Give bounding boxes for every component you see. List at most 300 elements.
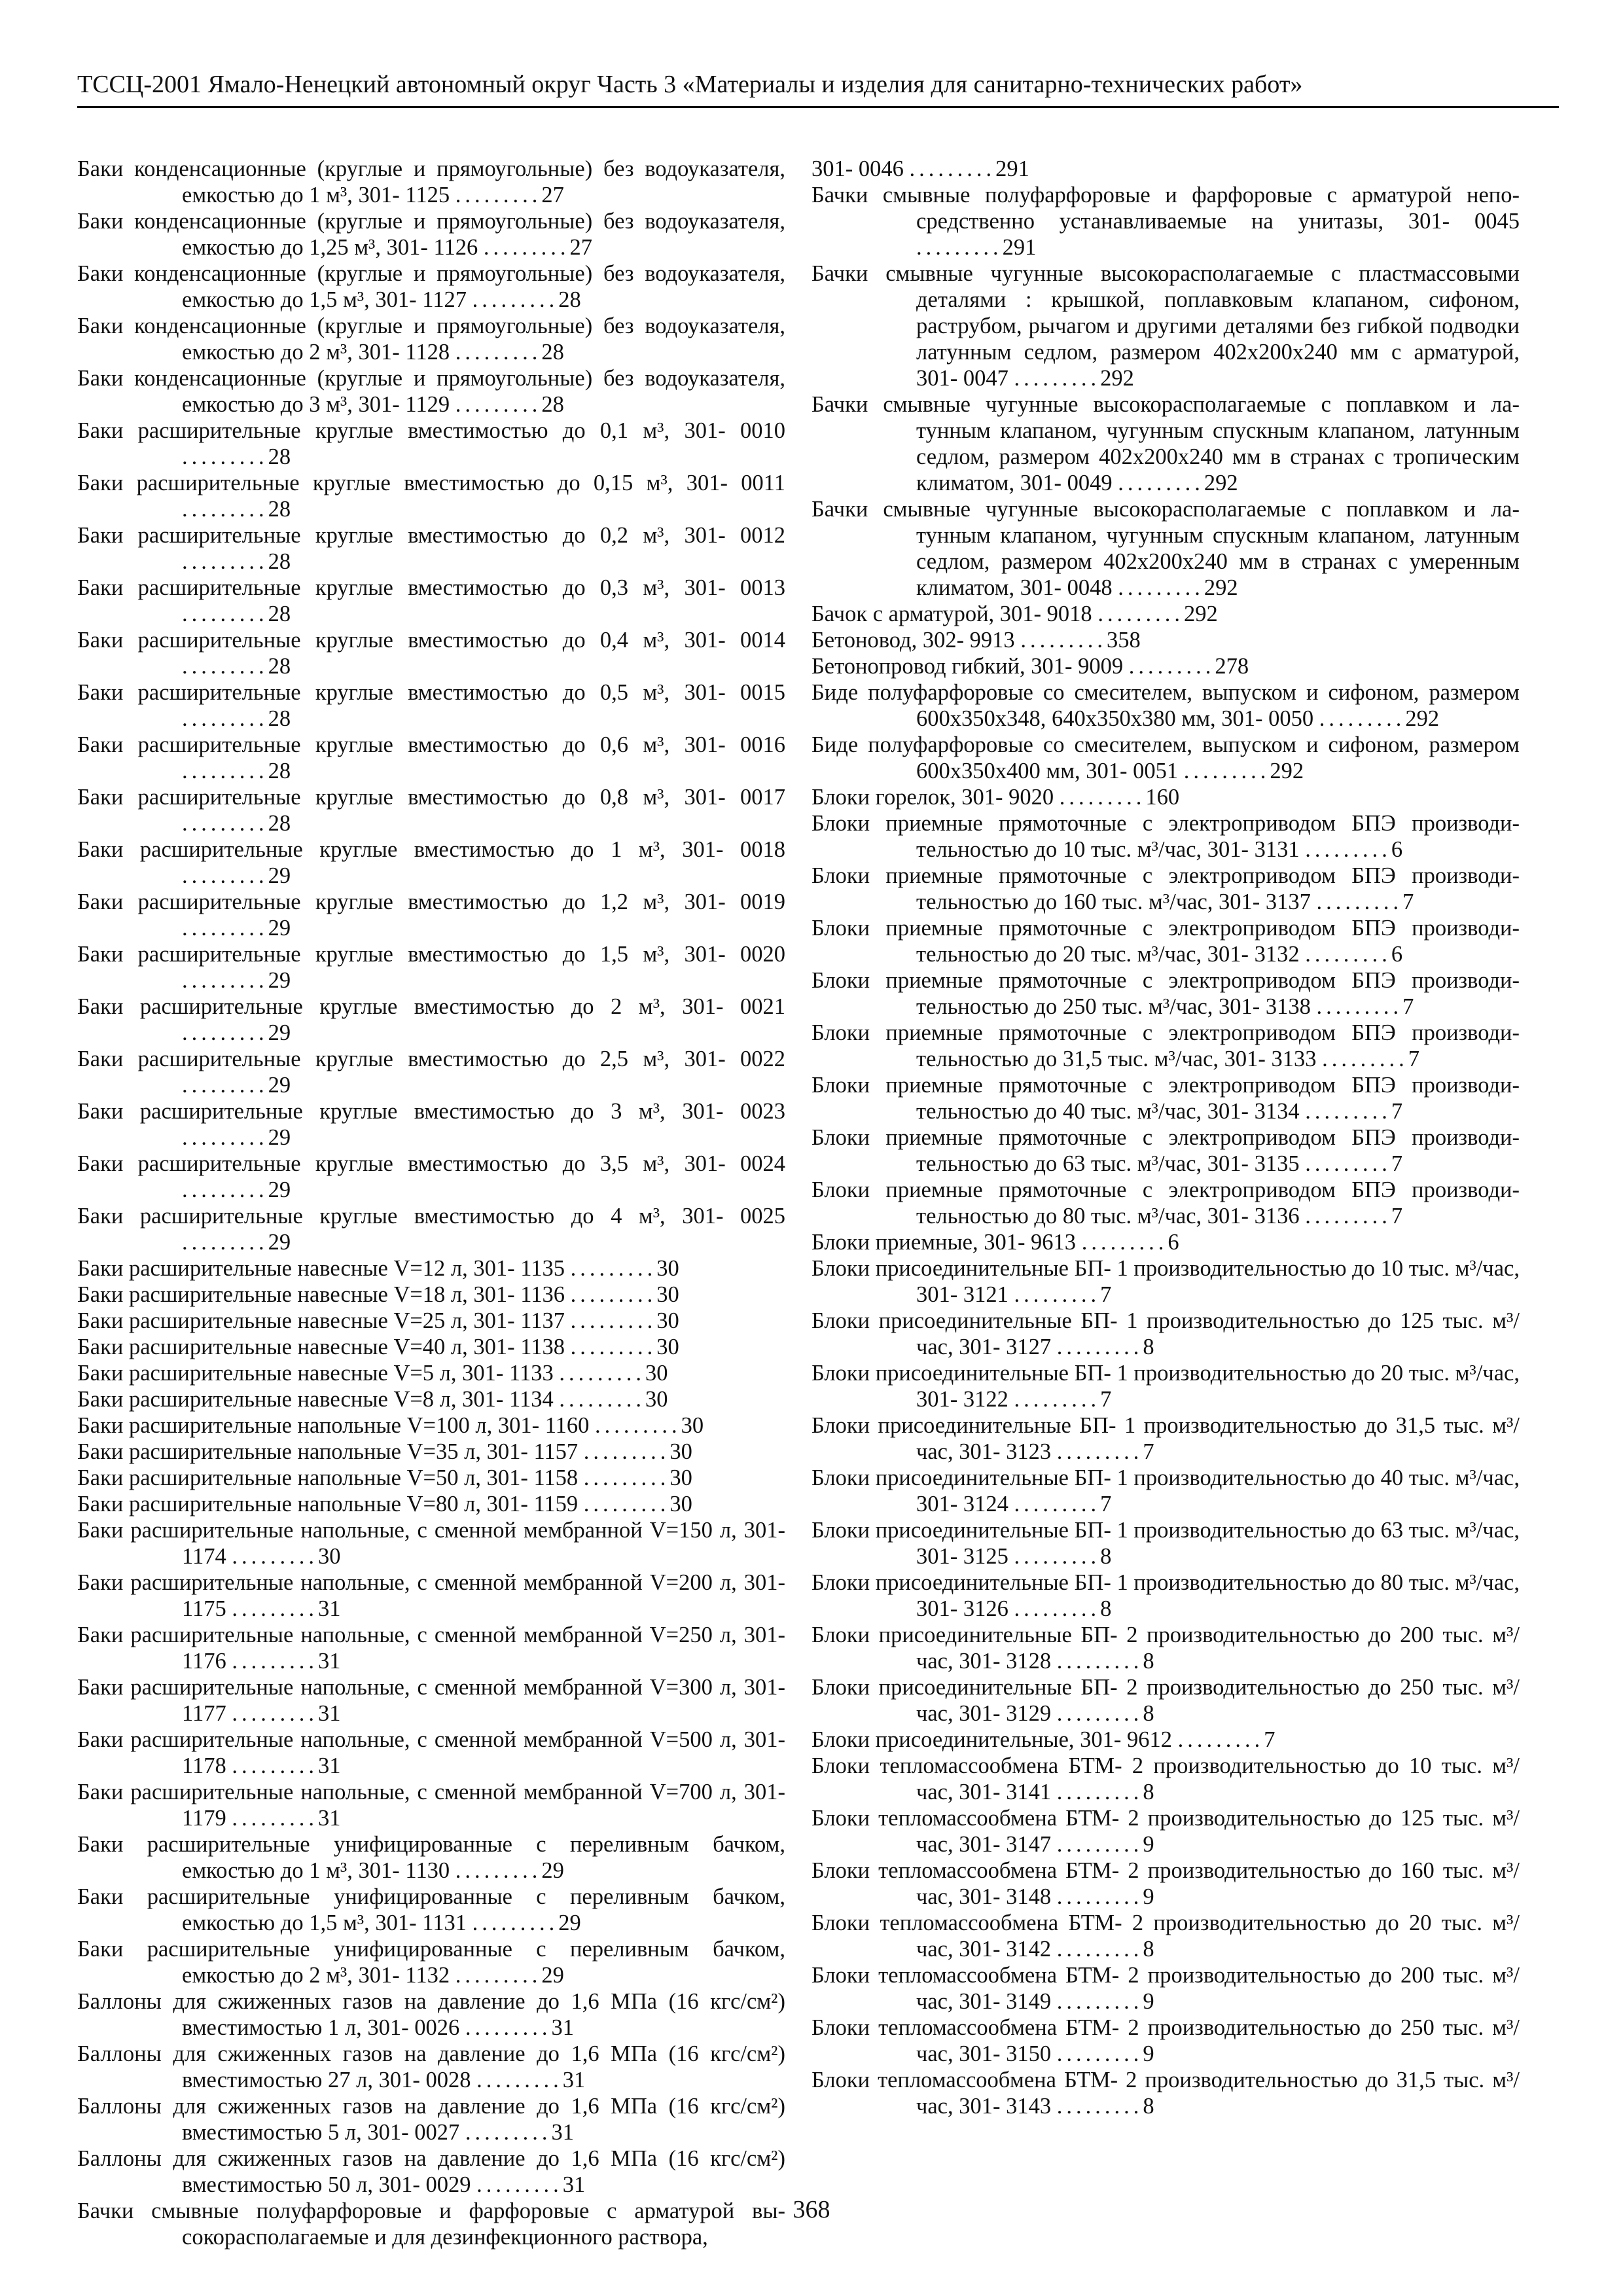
entry-text: Баки расширительные напольные V=80 л, 301- 1159 xyxy=(77,1492,579,1516)
index-entry xyxy=(812,732,1520,784)
entry-page: 28 xyxy=(268,759,291,783)
index-entry xyxy=(812,784,1520,810)
index-entry xyxy=(812,2015,1520,2067)
entry-page: 28 xyxy=(541,340,564,365)
dot-leader: ......... xyxy=(1014,1387,1101,1412)
dot-leader: ......... xyxy=(595,1413,681,1438)
index-entry xyxy=(77,1727,785,1779)
dot-leader: ......... xyxy=(1305,1099,1391,1124)
entry-text: Баки расширительные навесные V=12 л, 301- 1135 xyxy=(77,1256,565,1281)
entry-text: Баки конденсационные (круглые и прямоугольные) без водоуказателя, емкостью до 1,25 м³, 301- 1126 xyxy=(77,209,785,260)
dot-leader: ......... xyxy=(465,2120,552,2145)
entry-text: Блоки присоединительные БП- 1 производительностью до 125 тыс. м³/час, 301- 3127 xyxy=(812,1308,1520,1359)
dot-leader: ......... xyxy=(182,863,268,888)
dot-leader: ......... xyxy=(182,968,268,993)
entry-text: Блоки приемные прямоточные с электроприводом БПЭ производительностью до 80 тыс. м³/час, 301- 3136 xyxy=(812,1177,1520,1229)
index-entry xyxy=(77,365,785,418)
index-entry xyxy=(77,1255,785,1282)
entry-page: 6 xyxy=(1168,1230,1179,1255)
entry-page: 31 xyxy=(562,2172,586,2197)
index-entry xyxy=(77,156,785,208)
dot-leader: ......... xyxy=(1014,1282,1101,1307)
entry-text: Баки расширительные напольные V=50 л, 301- 1158 xyxy=(77,1465,579,1490)
index-entry xyxy=(77,575,785,627)
entry-text: Блоки присоединительные БП- 1 производительностью до 20 тыс. м³/час, 301- 3122 xyxy=(812,1361,1520,1412)
entry-text: Биде полуфарфоровые со смесителем, выпуском и сифоном, размером 600х350х348, 640х350х380 мм, 301- 0050 xyxy=(812,680,1520,731)
dot-leader: ......... xyxy=(1319,706,1406,731)
entry-page: 358 xyxy=(1106,628,1141,653)
index-entry xyxy=(77,1831,785,1884)
dot-leader: ......... xyxy=(182,1125,268,1150)
entry-page: 7 xyxy=(1100,1387,1112,1412)
entry-page: 30 xyxy=(669,1492,692,1516)
entry-page: 28 xyxy=(268,654,291,679)
dot-leader: ......... xyxy=(1177,1727,1264,1752)
index-entry xyxy=(812,1072,1520,1124)
dot-leader: ......... xyxy=(583,1465,670,1490)
index-entry xyxy=(812,967,1520,1020)
index-entry xyxy=(77,1988,785,2041)
entry-text: Баки конденсационные (круглые и прямоугольные) без водоуказателя, емкостью до 3 м³, 301- 1129 xyxy=(77,366,785,417)
dot-leader: ......... xyxy=(570,1256,657,1281)
index-entry xyxy=(812,1177,1520,1229)
dot-leader: ......... xyxy=(182,706,268,731)
entry-page: 31 xyxy=(317,1753,341,1778)
index-entry xyxy=(77,1439,785,1465)
entry-text: Баллоны для сжиженных газов на давление до 1,6 МПа (16 кгс/см²) вместимостью 1 л, 301- 0026 xyxy=(77,1989,785,2040)
index-entry xyxy=(77,1046,785,1098)
header-title: ТССЦ-2001 Ямало-Ненецкий автономный округ Часть 3 «Материалы и изделия для санитарно-технических работ» xyxy=(77,71,1303,98)
dot-leader: ......... xyxy=(1014,1596,1101,1621)
index-entry xyxy=(77,784,785,836)
index-entry xyxy=(77,1570,785,1622)
entry-text: Баки расширительные круглые вместимостью до 0,3 м³, 301- 0013 xyxy=(77,575,785,600)
index-entry xyxy=(77,1517,785,1570)
entry-page: 28 xyxy=(541,392,564,417)
entry-page: 29 xyxy=(268,916,291,941)
entry-text: Баки конденсационные (круглые и прямоугольные) без водоуказателя, емкостью до 2 м³, 301- 1128 xyxy=(77,314,785,365)
entry-page: 31 xyxy=(551,2015,574,2040)
entry-page: 291 xyxy=(995,156,1029,181)
entry-text: Бачки смывные чугунные высокорасполагаемые с поплавком и латунным клапаном, чугунным спускным клапаном, латунным седлом, размером 402х200х240 мм в странах с умеренным климатом, 301- 0048 xyxy=(812,497,1520,600)
entry-text: Блоки тепломассообмена БТМ- 2 производительностью до 200 тыс. м³/час, 301- 3149 xyxy=(812,1963,1520,2014)
entry-text: Баки расширительные напольные V=35 л, 301- 1157 xyxy=(77,1439,579,1464)
index-entry xyxy=(812,1124,1520,1177)
entry-page: 28 xyxy=(268,444,291,469)
entry-text: Бачок с арматурой, 301- 9018 xyxy=(812,601,1092,626)
entry-page: 31 xyxy=(317,1649,341,1674)
dot-leader: ......... xyxy=(570,1335,657,1359)
entry-text: Биде полуфарфоровые со смесителем, выпуском и сифоном, размером 600х350х400 мм, 301- 0051 xyxy=(812,732,1520,783)
entry-text: Баки расширительные навесные V=18 л, 301- 1136 xyxy=(77,1282,565,1307)
entry-page: 30 xyxy=(645,1361,668,1386)
index-entry xyxy=(812,1255,1520,1308)
entry-page: 8 xyxy=(1143,1780,1154,1804)
dot-leader: ......... xyxy=(1056,2041,1143,2066)
index-entry xyxy=(812,627,1520,653)
dot-leader: ......... xyxy=(182,759,268,783)
dot-leader: ......... xyxy=(1056,1884,1143,1909)
entry-text: Блоки тепломассообмена БТМ- 2 производительностью до 31,5 тыс. м³/час, 301- 3143 xyxy=(812,2068,1520,2119)
entry-page: 9 xyxy=(1143,1884,1154,1909)
entry-text: Блоки горелок, 301- 9020 xyxy=(812,785,1054,810)
dot-leader: ......... xyxy=(1322,1047,1408,1071)
dot-leader: ......... xyxy=(583,1492,670,1516)
dot-leader: ......... xyxy=(1056,1832,1143,1857)
dot-leader: ......... xyxy=(476,2068,563,2092)
entry-text: Блоки присоединительные БП- 1 производительностью до 63 тыс. м³/час, 301- 3125 xyxy=(812,1518,1520,1569)
index-entry xyxy=(812,1727,1520,1753)
page-number: 368 xyxy=(793,2196,830,2223)
entry-page: 9 xyxy=(1143,2041,1154,2066)
index-entry xyxy=(812,679,1520,732)
entry-page: 8 xyxy=(1100,1596,1112,1621)
dot-leader: ......... xyxy=(232,1806,318,1831)
dot-leader: ......... xyxy=(1059,785,1146,810)
entry-text: Баки расширительные навесные V=25 л, 301- 1137 xyxy=(77,1308,565,1333)
entry-text: Блоки присоединительные БП- 1 производительностью до 10 тыс. м³/час, 301- 3121 xyxy=(812,1256,1520,1307)
entry-text: Баки расширительные унифицированные с переливным бачком, емкостью до 2 м³, 301- 1132 xyxy=(77,1937,785,1988)
entry-page: 31 xyxy=(551,2120,574,2145)
entry-page: 7 xyxy=(1402,889,1414,914)
dot-leader: ......... xyxy=(1305,837,1391,862)
dot-leader: ......... xyxy=(559,1361,645,1386)
entry-page: 7 xyxy=(1143,1439,1154,1464)
entry-text: Баки расширительные напольные, с сменной мембранной V=250 л, 301- 1176 xyxy=(77,1623,785,1674)
entry-text: Блоки тепломассообмена БТМ- 2 производительностью до 160 тыс. м³/час, 301- 3148 xyxy=(812,1858,1520,1909)
entry-text: Баки конденсационные (круглые и прямоугольные) без водоуказателя, емкостью до 1,5 м³, 301- 1127 xyxy=(77,261,785,312)
entry-page: 28 xyxy=(268,549,291,574)
index-entry xyxy=(77,1936,785,1988)
index-entry xyxy=(77,1308,785,1334)
dot-leader: ......... xyxy=(1056,1439,1143,1464)
entry-text: Бачки смывные полуфарфоровые и фарфоровые с арматурой непосредственно устанавливаемые на унитазы, 301- 0045 xyxy=(812,183,1520,234)
entry-page: 7 xyxy=(1391,1151,1403,1176)
entry-page: 29 xyxy=(268,1020,291,1045)
entry-page: 30 xyxy=(645,1387,668,1412)
dot-leader: ......... xyxy=(1081,1230,1168,1255)
entry-text: Блоки присоединительные БП- 2 производительностью до 250 тыс. м³/час, 301- 3129 xyxy=(812,1675,1520,1726)
index-entry xyxy=(812,2067,1520,2119)
entry-text: Баки расширительные навесные V=5 л, 301- 1133 xyxy=(77,1361,554,1386)
index-entry xyxy=(812,1674,1520,1727)
entry-text: Бачки смывные чугунные высокорасполагаемые с пластмассовыми деталями : крышкой, поплавковым клапаном, сифоном, раструбом, рычагом и другими деталями без гибкой подводки латунным седлом, размером 402х200х240 мм с арматурой, 301- 0047 xyxy=(812,261,1520,391)
index-entry xyxy=(77,418,785,470)
index-entry xyxy=(812,1360,1520,1412)
entry-text: Баки расширительные круглые вместимостью до 0,15 м³, 301- 0011 xyxy=(77,471,785,495)
dot-leader: ......... xyxy=(182,654,268,679)
index-entry xyxy=(812,1962,1520,2015)
dot-leader: ......... xyxy=(465,2015,552,2040)
entry-page: 28 xyxy=(268,811,291,836)
entry-page: 31 xyxy=(317,1701,341,1726)
index-entry xyxy=(812,601,1520,627)
dot-leader: ......... xyxy=(1056,1989,1143,2014)
entry-text: Баки расширительные унифицированные с переливным бачком, емкостью до 1,5 м³, 301- 1131 xyxy=(77,1884,785,1935)
dot-leader: ......... xyxy=(232,1649,318,1674)
dot-leader: ......... xyxy=(1014,1492,1101,1516)
index-entry xyxy=(77,1674,785,1727)
entry-text: Баки расширительные круглые вместимостью до 1 м³, 301- 0018 xyxy=(77,837,785,862)
entry-text: Блоки присоединительные, 301- 9612 xyxy=(812,1727,1173,1752)
entry-page: 31 xyxy=(317,1596,341,1621)
index-entry xyxy=(77,313,785,365)
entry-page: 30 xyxy=(656,1256,679,1281)
entry-page: 291 xyxy=(1002,235,1037,260)
index-entry xyxy=(812,1622,1520,1674)
entry-text: Блоки приемные прямоточные с электроприводом БПЭ производительностью до 160 тыс. м³/час, 301- 3137 xyxy=(812,863,1520,914)
dot-leader: ......... xyxy=(570,1308,657,1333)
entry-text: Блоки приемные прямоточные с электроприводом БПЭ производительностью до 10 тыс. м³/час, 301- 3131 xyxy=(812,811,1520,862)
entry-page: 29 xyxy=(558,1910,581,1935)
index-entry xyxy=(812,182,1520,260)
dot-leader: ......... xyxy=(182,916,268,941)
index-entry xyxy=(77,2145,785,2198)
dot-leader: ......... xyxy=(182,549,268,574)
index-entry xyxy=(812,1910,1520,1962)
dot-leader: ......... xyxy=(570,1282,657,1307)
index-entry xyxy=(812,1805,1520,1857)
dot-leader: ......... xyxy=(182,1073,268,1098)
entry-text: Баки расширительные навесные V=40 л, 301- 1138 xyxy=(77,1335,565,1359)
entry-page: 7 xyxy=(1391,1099,1403,1124)
dot-leader: ......... xyxy=(182,1020,268,1045)
index-entry xyxy=(812,1020,1520,1072)
index-entry xyxy=(812,1308,1520,1360)
index-entry xyxy=(77,836,785,889)
index-entry xyxy=(812,1753,1520,1805)
index-entry xyxy=(77,679,785,732)
dot-leader: ......... xyxy=(1056,1649,1143,1674)
entry-page: 292 xyxy=(1405,706,1440,731)
entry-page: 6 xyxy=(1391,837,1403,862)
entry-page: 7 xyxy=(1408,1047,1420,1071)
entry-page: 29 xyxy=(541,1858,564,1883)
dot-leader: ......... xyxy=(476,2172,563,2197)
index-entry xyxy=(77,1203,785,1255)
dot-leader: ......... xyxy=(232,1596,318,1621)
entry-page: 31 xyxy=(317,1806,341,1831)
index-column-left xyxy=(77,156,785,2250)
index-entry xyxy=(77,1334,785,1360)
index-entry xyxy=(812,391,1520,496)
entry-text: Баки расширительные круглые вместимостью до 3,5 м³, 301- 0024 xyxy=(77,1151,785,1176)
entry-text: Баки расширительные унифицированные с переливным бачком, емкостью до 1 м³, 301- 1130 xyxy=(77,1832,785,1883)
dot-leader: ......... xyxy=(1014,1544,1101,1569)
entry-page: 8 xyxy=(1143,1937,1154,1962)
entry-page: 7 xyxy=(1391,1204,1403,1229)
entry-page: 27 xyxy=(569,235,592,260)
entry-page: 292 xyxy=(1183,601,1218,626)
entry-page: 30 xyxy=(656,1335,679,1359)
index-entry xyxy=(77,732,785,784)
entry-page: 9 xyxy=(1143,1832,1154,1857)
entry-text: Блоки приемные, 301- 9613 xyxy=(812,1230,1077,1255)
index-entry xyxy=(812,496,1520,601)
entry-text: Баки расширительные круглые вместимостью до 3 м³, 301- 0023 xyxy=(77,1099,785,1124)
entry-text: Баллоны для сжиженных газов на давление до 1,6 МПа (16 кгс/см²) вместимостью 27 л, 301- 0028 xyxy=(77,2041,785,2092)
dot-leader: ......... xyxy=(1305,1204,1391,1229)
entry-text: Блоки присоединительные БП- 2 производительностью до 200 тыс. м³/час, 301- 3128 xyxy=(812,1623,1520,1674)
entry-page: 29 xyxy=(268,1125,291,1150)
entry-text: Баки расширительные напольные, с сменной мембранной V=200 л, 301- 1175 xyxy=(77,1570,785,1621)
entry-page: 8 xyxy=(1143,1335,1154,1359)
index-entry xyxy=(812,1857,1520,1910)
index-entry xyxy=(812,1570,1520,1622)
index-entry xyxy=(77,2041,785,2093)
dot-leader: ......... xyxy=(232,1753,318,1778)
index-entry xyxy=(77,2093,785,2145)
index-entry xyxy=(812,915,1520,967)
entry-text: Бачки смывные чугунные высокорасполагаемые с поплавком и латунным клапаном, чугунным спускным клапаном, латунным седлом, размером 402х200х240 мм в странах с тропическим климатом, 301- 0049 xyxy=(812,392,1520,495)
index-entry xyxy=(77,522,785,575)
entry-text: Бачки смывные полуфарфоровые и фарфоровые с арматурой высокорасполагаемые и для дезинфекционного раствора, xyxy=(77,2198,785,2250)
dot-leader: ......... xyxy=(182,497,268,522)
entry-page: 30 xyxy=(669,1465,692,1490)
entry-text: Баки расширительные круглые вместимостью до 0,4 м³, 301- 0014 xyxy=(77,628,785,653)
dot-leader: ......... xyxy=(1056,1937,1143,1962)
entry-page: 8 xyxy=(1100,1544,1112,1569)
page-header xyxy=(77,68,1559,108)
entry-text: Баки расширительные напольные, с сменной мембранной V=500 л, 301- 1178 xyxy=(77,1727,785,1778)
index-entry xyxy=(812,653,1520,679)
entry-page: 292 xyxy=(1270,759,1304,783)
index-column-right xyxy=(812,156,1520,2119)
index-entry xyxy=(77,208,785,260)
dot-leader: ......... xyxy=(455,1963,542,1988)
index-entry xyxy=(77,1884,785,1936)
entry-page: 29 xyxy=(268,1230,291,1255)
dot-leader: ......... xyxy=(559,1387,645,1412)
index-entry xyxy=(77,627,785,679)
entry-page: 29 xyxy=(541,1963,564,1988)
entry-text: Баки расширительные навесные V=8 л, 301- 1134 xyxy=(77,1387,554,1412)
entry-text: Баки расширительные круглые вместимостью до 0,2 м³, 301- 0012 xyxy=(77,523,785,548)
entry-page: 7 xyxy=(1264,1727,1275,1752)
dot-leader: ......... xyxy=(916,235,1003,260)
dot-leader: ......... xyxy=(1056,1701,1143,1726)
entry-page: 29 xyxy=(268,968,291,993)
index-entry xyxy=(77,1360,785,1386)
dot-leader: ......... xyxy=(455,1858,542,1883)
entry-text: Баки расширительные напольные, с сменной мембранной V=300 л, 301- 1177 xyxy=(77,1675,785,1726)
dot-leader: ......... xyxy=(1020,628,1107,653)
entry-text: Блоки присоединительные БП- 1 производительностью до 80 тыс. м³/час, 301- 3126 xyxy=(812,1570,1520,1621)
entry-text: Блоки приемные прямоточные с электроприводом БПЭ производительностью до 250 тыс. м³/час, 301- 3138 xyxy=(812,968,1520,1019)
entry-text: Баки расширительные круглые вместимостью до 2 м³, 301- 0021 xyxy=(77,994,785,1019)
entry-text: Блоки присоединительные БП- 1 производительностью до 31,5 тыс. м³/час, 301- 3123 xyxy=(812,1413,1520,1464)
index-entry xyxy=(77,1779,785,1831)
entry-page: 28 xyxy=(558,287,581,312)
entry-page: 8 xyxy=(1143,2094,1154,2119)
dot-leader: ......... xyxy=(1305,1151,1391,1176)
entry-page: 29 xyxy=(268,1177,291,1202)
dot-leader: ......... xyxy=(1305,942,1391,967)
dot-leader: ......... xyxy=(472,1910,559,1935)
dot-leader: ......... xyxy=(1014,366,1101,391)
entry-text: Бетоновод, 302- 9913 xyxy=(812,628,1015,653)
index-entry xyxy=(812,1412,1520,1465)
entry-text: Баллоны для сжиженных газов на давление до 1,6 МПа (16 кгс/см²) вместимостью 50 л, 301- 0029 xyxy=(77,2146,785,2197)
entry-page: 27 xyxy=(541,183,564,207)
index-entry xyxy=(77,260,785,313)
entry-text: Блоки приемные прямоточные с электроприводом БПЭ производительностью до 31,5 тыс. м³/час, 301- 3133 xyxy=(812,1020,1520,1071)
index-entry xyxy=(77,994,785,1046)
dot-leader: ......... xyxy=(1316,889,1403,914)
entry-text: Баки расширительные круглые вместимостью до 4 м³, 301- 0025 xyxy=(77,1204,785,1229)
dot-leader: ......... xyxy=(182,601,268,626)
entry-page: 9 xyxy=(1143,1989,1154,2014)
dot-leader: ......... xyxy=(455,340,542,365)
entry-page: 278 xyxy=(1215,654,1249,679)
entry-text: Баки расширительные круглые вместимостью до 1,2 м³, 301- 0019 xyxy=(77,889,785,914)
dot-leader: ......... xyxy=(182,444,268,469)
index-entry xyxy=(77,1622,785,1674)
entry-page: 30 xyxy=(681,1413,704,1438)
entry-page: 31 xyxy=(562,2068,586,2092)
dot-leader: ......... xyxy=(1118,575,1204,600)
dot-leader: ......... xyxy=(1056,1780,1143,1804)
index-entry xyxy=(77,889,785,941)
entry-page: 30 xyxy=(317,1544,341,1569)
dot-leader: ......... xyxy=(1316,994,1403,1019)
entry-page: 30 xyxy=(656,1308,679,1333)
index-entry xyxy=(77,1412,785,1439)
index-entry xyxy=(812,810,1520,863)
entry-page: 30 xyxy=(656,1282,679,1307)
entry-text: Баки расширительные напольные, с сменной мембранной V=150 л, 301- 1174 xyxy=(77,1518,785,1569)
entry-page: 28 xyxy=(268,601,291,626)
index-entry xyxy=(77,1151,785,1203)
dot-leader: ......... xyxy=(182,811,268,836)
entry-page: 8 xyxy=(1143,1701,1154,1726)
entry-text: Блоки тепломассообмена БТМ- 2 производительностью до 250 тыс. м³/час, 301- 3150 xyxy=(812,2015,1520,2066)
entry-page: 30 xyxy=(669,1439,692,1464)
index-entry xyxy=(77,1386,785,1412)
dot-leader: ......... xyxy=(182,1230,268,1255)
entry-text: Баки расширительные круглые вместимостью до 0,1 м³, 301- 0010 xyxy=(77,418,785,443)
index-entry xyxy=(812,1517,1520,1570)
dot-leader: ......... xyxy=(1056,1335,1143,1359)
entry-page: 6 xyxy=(1391,942,1403,967)
entry-text: Бетонопровод гибкий, 301- 9009 xyxy=(812,654,1124,679)
entry-page: 29 xyxy=(268,863,291,888)
entry-text: Баки расширительные напольные, с сменной мембранной V=700 л, 301- 1179 xyxy=(77,1780,785,1831)
entry-text: 301- 0046 xyxy=(812,156,904,181)
index-entry xyxy=(812,863,1520,915)
entry-text: Баки расширительные круглые вместимостью до 0,6 м³, 301- 0016 xyxy=(77,732,785,757)
dot-leader: ......... xyxy=(1128,654,1215,679)
entry-text: Баки расширительные круглые вместимостью до 2,5 м³, 301- 0022 xyxy=(77,1047,785,1071)
entry-text: Баки конденсационные (круглые и прямоугольные) без водоуказателя, емкостью до 1 м³, 301- 1125 xyxy=(77,156,785,207)
entry-page: 7 xyxy=(1100,1492,1112,1516)
entry-text: Баки расширительные круглые вместимостью до 0,5 м³, 301- 0015 xyxy=(77,680,785,705)
dot-leader: ......... xyxy=(483,235,570,260)
entry-text: Баки расширительные круглые вместимостью до 1,5 м³, 301- 0020 xyxy=(77,942,785,967)
entry-page: 7 xyxy=(1100,1282,1112,1307)
entry-page: 28 xyxy=(268,497,291,522)
entry-text: Блоки тепломассообмена БТМ- 2 производительностью до 125 тыс. м³/час, 301- 3147 xyxy=(812,1806,1520,1857)
entry-text: Блоки приемные прямоточные с электроприводом БПЭ производительностью до 63 тыс. м³/час, 301- 3135 xyxy=(812,1125,1520,1176)
index-entry xyxy=(77,1465,785,1491)
dot-leader: ......... xyxy=(1118,471,1204,495)
index-entry xyxy=(77,470,785,522)
entry-text: Блоки присоединительные БП- 1 производительностью до 40 тыс. м³/час, 301- 3124 xyxy=(812,1465,1520,1516)
dot-leader: ......... xyxy=(455,392,542,417)
entry-page: 292 xyxy=(1100,366,1134,391)
dot-leader: ......... xyxy=(1056,2094,1143,2119)
entry-page: 8 xyxy=(1143,1649,1154,1674)
